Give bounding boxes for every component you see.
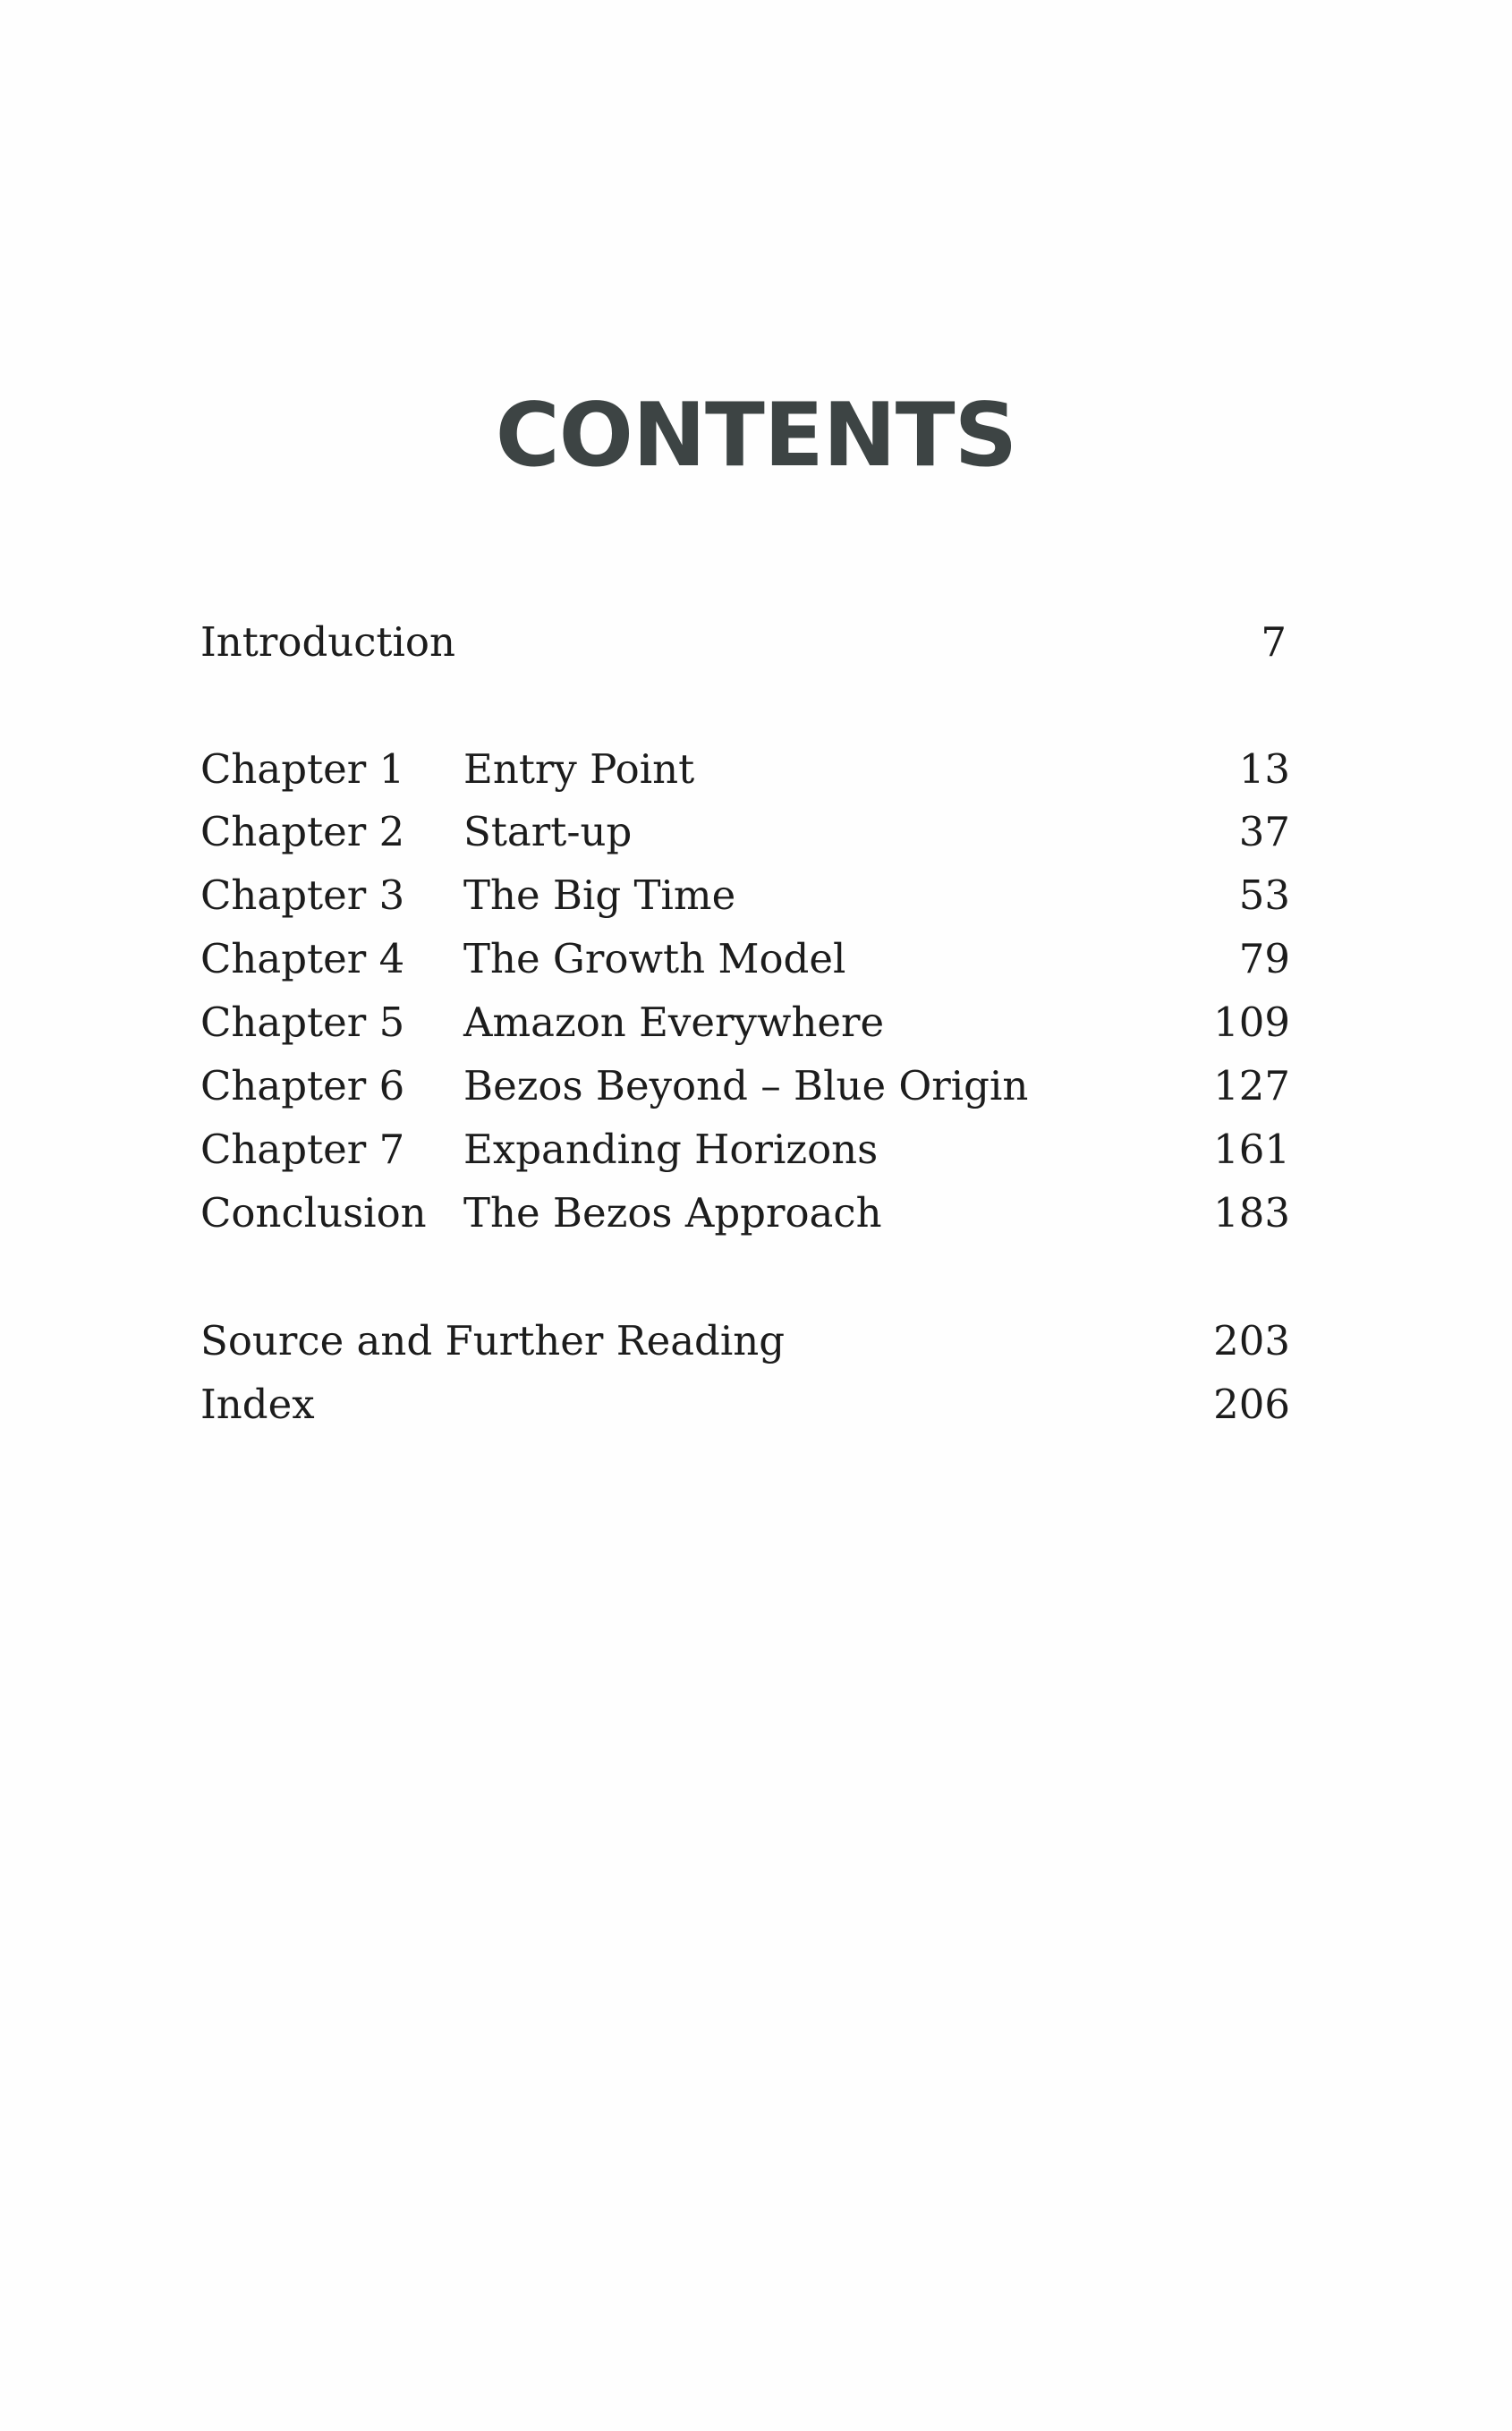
toc-title: Entry Point <box>463 745 695 793</box>
toc-entry-conclusion <box>0 1186 1512 1240</box>
toc-entry-index <box>0 1378 1512 1432</box>
toc-page-number: 79 <box>1238 935 1290 982</box>
toc-entry-chapter-6 <box>0 1059 1512 1113</box>
toc-page-number: 206 <box>1213 1381 1290 1428</box>
toc-label: Introduction <box>200 618 455 666</box>
toc-label: Index <box>200 1381 315 1428</box>
toc-entry-chapter-4 <box>0 932 1512 986</box>
toc-page-number: 127 <box>1213 1062 1290 1109</box>
toc-label: Chapter 3 <box>200 871 405 919</box>
toc-label: Chapter 6 <box>200 1062 405 1109</box>
toc-title: The Big Time <box>463 871 736 919</box>
toc-entry-chapter-1 <box>0 743 1512 796</box>
toc-page-number: 37 <box>1238 808 1290 855</box>
toc-page-number: 161 <box>1213 1126 1290 1173</box>
page-title: CONTENTS <box>495 385 1017 487</box>
toc-entry-chapter-5 <box>0 996 1512 1050</box>
toc-label: Chapter 2 <box>200 808 405 855</box>
toc-entry-introduction <box>0 616 1512 669</box>
toc-title: Bezos Beyond – Blue Origin <box>463 1062 1029 1109</box>
toc-title: The Bezos Approach <box>463 1189 882 1237</box>
toc-page-number: 7 <box>1261 618 1287 666</box>
toc-label: Chapter 1 <box>200 745 405 793</box>
toc-entry-chapter-2 <box>0 805 1512 859</box>
toc-title: Amazon Everywhere <box>463 999 885 1046</box>
toc-page-number: 203 <box>1213 1317 1290 1364</box>
toc-title: Start-up <box>463 808 633 855</box>
toc-page-number: 53 <box>1238 871 1290 919</box>
toc-page-number: 183 <box>1213 1189 1290 1237</box>
toc-label: Chapter 4 <box>200 935 405 982</box>
toc-page-number: 13 <box>1238 745 1290 793</box>
toc-title: Expanding Horizons <box>463 1126 879 1173</box>
toc-title: The Growth Model <box>463 935 846 982</box>
toc-label: Source and Further Reading <box>200 1317 786 1364</box>
toc-page-number: 109 <box>1213 999 1290 1046</box>
toc-label: Chapter 7 <box>200 1126 405 1173</box>
toc-entry-chapter-7 <box>0 1123 1512 1177</box>
toc-entry-source-and-further-reading <box>0 1314 1512 1368</box>
toc-entry-chapter-3 <box>0 869 1512 922</box>
toc-label: Chapter 5 <box>200 999 405 1046</box>
toc-label: Conclusion <box>200 1189 427 1237</box>
